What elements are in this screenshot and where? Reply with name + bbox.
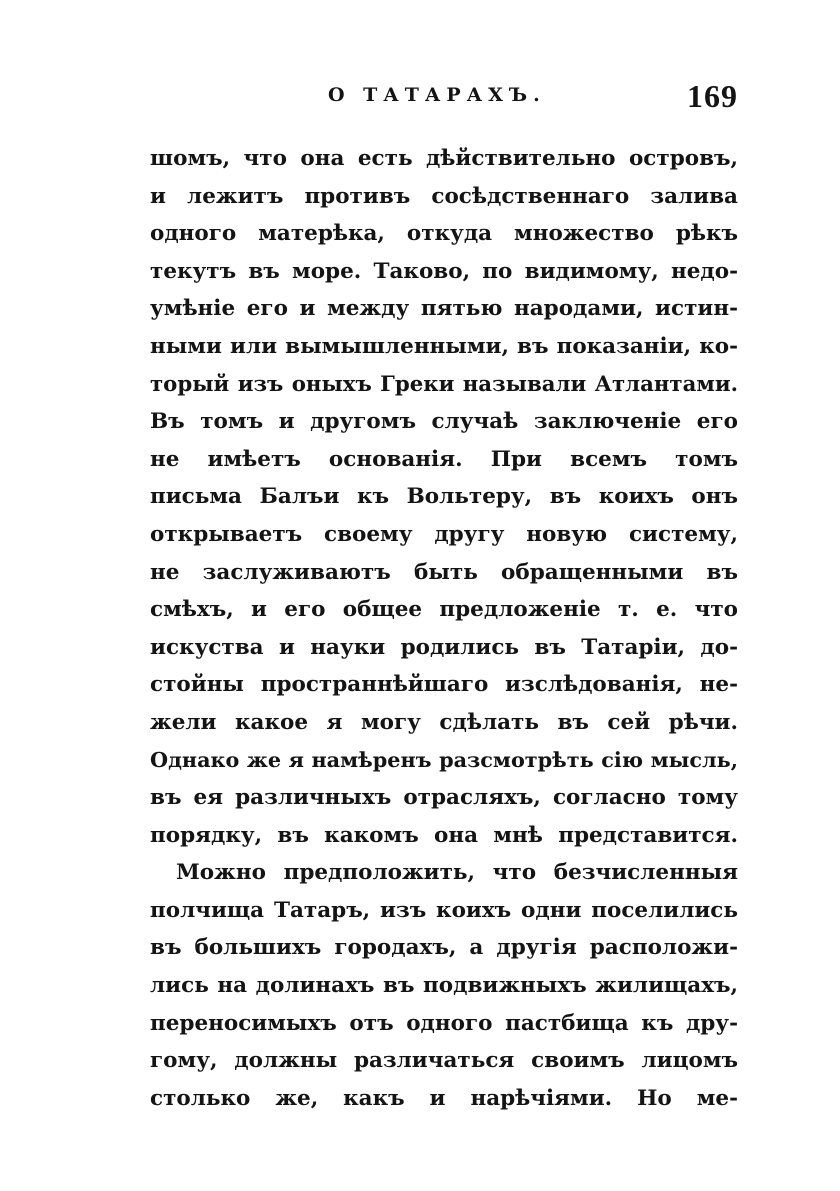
- text-line: Можно предположить, что безчисленныя: [176, 860, 738, 886]
- text-line: одного матерѣка, откуда множество рѣкъ: [150, 221, 738, 247]
- text-line: полчища Татаръ, изъ коихъ одни поселились: [150, 897, 738, 923]
- text-line: письма Балъи къ Вольтеру, въ коихъ онъ: [150, 484, 738, 510]
- text-line: смѣхъ, и его общее предложеніе т. е. что: [150, 597, 738, 623]
- text-line: жели какое я могу сдѣлать въ сей рѣчи.: [150, 709, 738, 735]
- text-line: Въ томъ и другомъ случаѣ заключеніе его: [150, 409, 738, 435]
- text-line: торый изъ оныхъ Греки называли Атлантами.: [150, 371, 738, 397]
- text-line: не имѣетъ основанія. При всемъ томъ: [150, 446, 738, 472]
- text-line: порядку, въ какомъ она мнѣ представится.: [150, 822, 738, 848]
- text-line: открываетъ своему другу новую систему,: [150, 521, 738, 547]
- running-head: [150, 78, 738, 118]
- text-line: шомъ, что она есть дѣйствительно островъ,: [150, 146, 738, 171]
- text-line: стойны пространнѣйшаго изслѣдованія, не-: [150, 672, 738, 698]
- text-line: гому, должны различаться своимъ лицомъ: [150, 1048, 738, 1074]
- text-line: въ ея различныхъ отрасляхъ, согласно тому: [150, 785, 738, 811]
- text-line: и лежитъ противъ сосѣдственнаго залива: [150, 183, 738, 209]
- body-text: [150, 140, 738, 1117]
- text-line: ными или вымышленными, въ показаніи, ко-: [150, 333, 738, 359]
- running-title: О ТАТАРАХЪ.: [328, 84, 546, 106]
- text-line: переносимыхъ отъ одного пастбища къ дру-: [150, 1010, 738, 1036]
- text-line: умѣніе его и между пятью народами, истин-: [150, 296, 738, 322]
- text-line: Однако же я намѣренъ разсмотрѣть сію мысль,: [150, 747, 738, 772]
- text-line: искуства и науки родились въ Татаріи, до-: [150, 634, 738, 660]
- text-line: столько же, какъ и нарѣчіями. Но ме-: [150, 1085, 738, 1111]
- text-line: лись на долинахъ въ подвижныхъ жилищахъ,: [150, 973, 738, 999]
- text-line: текутъ въ море. Таково, по видимому, недо-: [150, 258, 738, 284]
- page-number: 169: [687, 78, 738, 114]
- text-line: не заслуживаютъ быть обращенными въ: [150, 559, 738, 585]
- text-line: въ большихъ городахъ, а другія расположи-: [150, 935, 738, 961]
